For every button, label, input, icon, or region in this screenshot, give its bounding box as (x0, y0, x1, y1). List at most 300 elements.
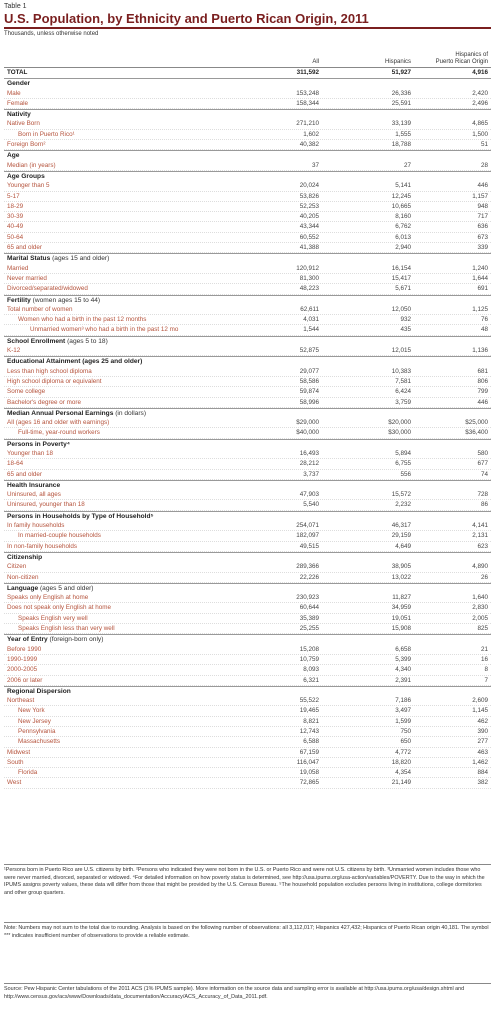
cell-hispanics: 556 (400, 470, 411, 478)
cell-puerto-rican: 1,157 (472, 192, 488, 200)
row-label-text: Year of Entry (7, 636, 48, 644)
row-label-text: Massachusetts (18, 738, 60, 746)
row-label (7, 676, 42, 686)
cell-hispanics: 18,820 (391, 758, 411, 766)
cell-hispanics: 3,497 (395, 707, 411, 715)
cell-all: 53,826 (299, 192, 319, 200)
cell-puerto-rican: 691 (477, 285, 488, 293)
cell-hispanics: 51,927 (391, 69, 411, 76)
cell-puerto-rican: 728 (477, 491, 488, 499)
cell-all: 20,024 (299, 182, 319, 190)
cell-puerto-rican: 717 (477, 213, 488, 221)
row-label (7, 192, 20, 202)
cell-all: 47,903 (299, 491, 319, 499)
row-label (7, 542, 77, 552)
row-label (7, 181, 50, 191)
row-label-text: Born in Puerto Rico¹ (18, 130, 75, 138)
row-label-text: Marital Status (7, 255, 51, 263)
table-row (4, 500, 491, 510)
table-row (4, 274, 491, 284)
cell-hispanics: 6,658 (395, 645, 411, 653)
cell-hispanics: 10,665 (391, 202, 411, 210)
cell-all: 40,382 (299, 141, 319, 149)
cell-puerto-rican: 806 (477, 377, 488, 385)
cell-hispanics: 2,391 (395, 676, 411, 684)
cell-hispanics: 2,232 (395, 501, 411, 509)
row-label (7, 449, 53, 459)
cell-puerto-rican: 26 (480, 573, 488, 581)
row-label (7, 418, 109, 428)
row-label-text: Midwest (7, 748, 31, 756)
row-label-text: Foreign Born² (7, 141, 46, 149)
table-row (4, 449, 491, 459)
row-label-text: Male (7, 89, 21, 97)
section-note: (foreign-born only) (49, 636, 104, 644)
cell-puerto-rican: 446 (477, 398, 488, 406)
row-label (7, 161, 56, 171)
cell-hispanics: 4,772 (395, 748, 411, 756)
cell-all: 58,996 (299, 398, 319, 406)
cell-hispanics: 15,908 (391, 625, 411, 633)
row-label (7, 243, 42, 253)
cell-puerto-rican: 21 (480, 645, 488, 653)
table-row (4, 377, 491, 387)
cell-puerto-rican: 677 (477, 460, 488, 468)
cell-all: 43,344 (299, 223, 319, 231)
row-label-text: Less than high school diploma (7, 367, 92, 375)
row-label-text: Does not speak only English at home (7, 604, 111, 612)
row-label-text: Speaks English less than very well (18, 625, 115, 633)
cell-all: 1,602 (303, 130, 319, 138)
table-row (4, 202, 491, 212)
cell-all: 19,465 (299, 707, 319, 715)
table-row (4, 758, 491, 768)
cell-all: 19,058 (299, 769, 319, 777)
cell-all: 48,223 (299, 285, 319, 293)
row-label-text: Educational Attainment (ages 25 and older) (7, 358, 143, 366)
cell-hispanics: 46,317 (391, 522, 411, 530)
cell-puerto-rican: 1,640 (472, 594, 488, 602)
table-row (4, 161, 491, 171)
cell-all: 29,077 (299, 367, 319, 375)
row-label-text: Age (7, 152, 20, 160)
row-label (7, 377, 102, 387)
table-row (4, 768, 491, 778)
row-label (7, 573, 39, 583)
cell-hispanics: 6,755 (395, 460, 411, 468)
cell-all: 35,389 (299, 614, 319, 622)
cell-puerto-rican: 1,125 (472, 305, 488, 313)
cell-hispanics: 750 (400, 728, 411, 735)
row-label-text: Female (7, 99, 28, 107)
table-row (4, 222, 491, 232)
row-label-text: In family households (7, 522, 65, 530)
cell-all: 37 (311, 161, 319, 169)
cell-all: 6,321 (303, 676, 319, 684)
cell-all: 6,588 (303, 738, 319, 746)
table-container (4, 2, 491, 789)
row-label (18, 624, 115, 634)
cell-puerto-rican: 580 (477, 449, 488, 457)
cell-puerto-rican: 1,500 (472, 130, 488, 138)
row-label-text: South (7, 758, 24, 766)
row-label (7, 387, 45, 397)
section-header (4, 336, 491, 346)
cell-hispanics: 12,245 (391, 192, 411, 200)
row-label (7, 274, 47, 284)
cell-all: 5,540 (303, 501, 319, 509)
row-label-text: New York (18, 707, 45, 715)
cell-puerto-rican: $36,400 (465, 429, 488, 437)
row-label-text: Speaks only English at home (7, 594, 89, 602)
row-label (7, 398, 81, 408)
row-label-text: 2006 or later (7, 676, 43, 684)
cell-hispanics: 12,015 (391, 347, 411, 355)
row-label-text: Unmarried women³ who had a birth in the past 12 mo (30, 326, 179, 334)
cell-all: 52,875 (299, 347, 319, 355)
col-header-puerto-rican (408, 52, 488, 66)
total-row (4, 68, 491, 78)
cell-puerto-rican: 636 (477, 223, 488, 231)
row-label-text: Some college (7, 388, 46, 396)
row-label-text: In married-couple households (18, 532, 101, 540)
row-label-text: Age Groups (7, 172, 45, 180)
cell-all: 182,097 (296, 532, 319, 540)
row-label-text: Language (7, 584, 39, 592)
cell-all: 12,743 (299, 728, 319, 735)
cell-hispanics: 27 (403, 161, 411, 169)
cell-puerto-rican: 2,496 (472, 99, 488, 107)
cell-all: 41,388 (299, 244, 319, 252)
cell-all: 25,255 (299, 625, 319, 633)
row-label-text: 18-64 (7, 460, 24, 468)
cell-hispanics: 6,424 (395, 388, 411, 396)
cell-hispanics: 1,555 (395, 130, 411, 138)
row-label-text: Divorced/separated/widowed (7, 285, 88, 293)
row-label (18, 130, 75, 140)
table-row (4, 192, 491, 202)
row-label-text: Pennsylvania (18, 728, 56, 735)
table-row (4, 346, 491, 356)
column-headers (4, 39, 491, 68)
table-row (4, 614, 491, 624)
cell-all: 254,071 (296, 522, 319, 530)
cell-all: 67,159 (299, 748, 319, 756)
cell-all: 28,212 (299, 460, 319, 468)
row-label-text: Full-time, year-round workers (18, 429, 100, 437)
col-header-pr-line1: Hispanics of (455, 52, 488, 58)
row-label-text: Persons in Households by Type of Household⁵ (7, 512, 154, 520)
section-header (4, 150, 491, 160)
row-label (7, 346, 20, 356)
row-label-text: 1990-1999 (7, 655, 38, 663)
cell-hispanics: 18,788 (391, 141, 411, 149)
row-label-text: New Jersey (18, 717, 51, 725)
table-row (4, 624, 491, 634)
cell-puerto-rican: 16 (480, 655, 488, 663)
cell-all: 62,611 (300, 305, 319, 313)
row-label (7, 696, 34, 706)
row-label-text: Regional Dispersion (7, 687, 71, 695)
row-label-text: 50-64 (7, 233, 24, 241)
table-row (4, 428, 491, 438)
cell-puerto-rican: 2,420 (472, 89, 488, 97)
row-label-text: Citizen (7, 563, 27, 571)
table-row (4, 717, 491, 727)
row-label-text: Younger than 18 (7, 449, 53, 457)
cell-hispanics: 6,762 (395, 223, 411, 231)
table-row (4, 696, 491, 706)
table-row (4, 645, 491, 655)
cell-all: 55,522 (299, 697, 319, 705)
cell-puerto-rican: 2,830 (472, 604, 488, 612)
cell-puerto-rican: 1,136 (472, 347, 488, 355)
cell-all: 49,515 (299, 542, 319, 550)
cell-puerto-rican: 1,462 (472, 758, 488, 766)
cell-puerto-rican: 48 (480, 326, 488, 334)
cell-puerto-rican: 76 (480, 316, 488, 324)
table-row (4, 398, 491, 408)
cell-all: 8,093 (303, 666, 319, 674)
cell-hispanics: 15,417 (391, 274, 411, 282)
cell-puerto-rican: 681 (477, 367, 488, 375)
cell-hispanics: 4,354 (395, 769, 411, 777)
section-header (4, 686, 491, 696)
table-row (4, 737, 491, 747)
row-label (7, 459, 23, 469)
table-row (4, 706, 491, 716)
table-row (4, 181, 491, 191)
table-row (4, 233, 491, 243)
cell-all: 40,205 (299, 213, 319, 221)
cell-all: 3,737 (303, 470, 319, 478)
row-label-text: High school diploma or equivalent (7, 377, 102, 385)
row-label-text: 30-39 (7, 213, 24, 221)
cell-puerto-rican: 1,644 (472, 274, 488, 282)
row-label (7, 500, 85, 510)
row-label (7, 490, 61, 500)
cell-hispanics: 34,959 (391, 604, 411, 612)
row-label-text: Florida (18, 769, 38, 777)
row-label (7, 470, 42, 480)
cell-all: 15,208 (299, 645, 319, 653)
row-label-text: All (ages 16 and older with earnings) (7, 419, 110, 427)
row-label-text: 18-29 (7, 202, 24, 210)
section-note: (in dollars) (115, 409, 147, 417)
cell-all: 4,031 (303, 316, 319, 324)
row-label-text: West (7, 779, 22, 787)
cell-all: 22,226 (299, 573, 319, 581)
cell-all: 289,366 (296, 563, 319, 571)
table-number: Table 1 (4, 3, 27, 10)
section-header (4, 171, 491, 181)
cell-hispanics: 4,649 (395, 542, 411, 550)
table-row (4, 418, 491, 428)
row-label-text: Median Annual Personal Earnings (7, 409, 114, 417)
table-row (4, 490, 491, 500)
row-label (7, 264, 28, 274)
row-label-text: TOTAL (7, 69, 28, 76)
cell-puerto-rican: 4,865 (472, 120, 488, 128)
section-header (4, 78, 491, 88)
cell-hispanics: 4,340 (395, 666, 411, 674)
section-note: (women ages 15 to 44) (32, 296, 101, 304)
row-label-text: 5-17 (7, 192, 20, 200)
cell-hispanics: 1,599 (395, 717, 411, 725)
row-label (7, 202, 23, 212)
cell-puerto-rican: 2,005 (472, 614, 488, 622)
row-label (7, 140, 46, 150)
table-row (4, 284, 491, 294)
row-label-text: Speaks English very well (18, 614, 88, 622)
cell-hispanics: 5,671 (395, 285, 411, 293)
cell-all: 1,544 (303, 326, 319, 334)
section-header (4, 408, 491, 418)
table-row (4, 315, 491, 325)
cell-all: 60,552 (299, 233, 319, 241)
cell-puerto-rican: 339 (477, 244, 488, 252)
row-label-text: 40-49 (7, 223, 24, 231)
row-label-text: Uninsured, all ages (7, 491, 61, 499)
row-label-text: Married (7, 264, 29, 272)
cell-all: 271,210 (296, 120, 319, 128)
cell-puerto-rican: 86 (480, 501, 488, 509)
cell-hispanics: 7,581 (395, 377, 411, 385)
cell-all: 58,586 (299, 377, 319, 385)
cell-puerto-rican: 8 (484, 666, 488, 674)
cell-puerto-rican: 462 (477, 717, 488, 725)
cell-puerto-rican: 1,240 (472, 264, 488, 272)
table-row (4, 562, 491, 572)
row-label (18, 717, 51, 727)
row-label-text: 2000-2005 (7, 666, 38, 674)
cell-hispanics: 6,013 (395, 233, 411, 241)
section-header (4, 480, 491, 490)
cell-all: 16,493 (299, 449, 319, 457)
cell-all: $40,000 (296, 429, 319, 437)
cell-puerto-rican: $25,000 (465, 419, 488, 427)
row-label-text: Uninsured, younger than 18 (7, 501, 85, 509)
cell-all: 52,253 (299, 202, 319, 210)
cell-hispanics: 38,905 (391, 563, 411, 571)
table-row (4, 264, 491, 274)
cell-puerto-rican: 74 (480, 470, 488, 478)
table-row (4, 99, 491, 109)
cell-puerto-rican: 4,890 (472, 563, 488, 571)
cell-puerto-rican: 623 (477, 542, 488, 550)
table-row (4, 655, 491, 665)
cell-all: 116,047 (296, 758, 319, 766)
table-row (4, 212, 491, 222)
table-row (4, 727, 491, 737)
table-row (4, 459, 491, 469)
row-label (18, 315, 146, 325)
cell-hispanics: 15,572 (391, 491, 411, 499)
table-row (4, 531, 491, 541)
row-label-text: 65 and older (7, 244, 43, 252)
cell-hispanics: 25,591 (391, 99, 411, 107)
title-divider (4, 27, 491, 29)
row-label (7, 758, 23, 768)
cell-puerto-rican: 884 (477, 769, 488, 777)
cell-all: 10,759 (299, 655, 319, 663)
row-label-text: Bachelor's degree or more (7, 398, 82, 406)
row-label (18, 727, 55, 737)
page-title: U.S. Population, by Ethnicity and Puerto Rican Origin, 2011 (4, 11, 369, 26)
row-label (18, 768, 37, 778)
cell-all: 59,874 (299, 388, 319, 396)
table-row (4, 130, 491, 140)
section-header (4, 295, 491, 305)
section-note: (ages 5 to 18) (67, 337, 108, 345)
cell-all: 230,923 (296, 594, 319, 602)
cell-hispanics: 29,159 (391, 532, 411, 540)
col-header-all: All (312, 59, 319, 65)
table-row (4, 470, 491, 480)
cell-all: 60,644 (299, 604, 319, 612)
cell-hispanics: 33,139 (391, 120, 411, 128)
row-label-text: Before 1990 (7, 645, 42, 653)
row-label-text: Native Born (7, 120, 40, 128)
cell-all: 120,912 (296, 264, 319, 272)
footnote-note: Note: Numbers may not sum to the total due to rounding. Analysis is based on the following number of observations: all 3,112,017; Hispanics 427,432; Hispanics of Puerto Rican origin 40,181. The symbol *** indicates insufficient number of observations to provide a reliable estimate. (4, 922, 491, 940)
table-body (4, 68, 491, 789)
footnote-source: Source: Pew Hispanic Center tabulations of the 2011 ACS (1% IPUMS sample). More information on the source data and sampling error is available at http://usa.ipums.org/usa/design.shtml and http://www.census.gov/acs/www/Downloads/data_documentation/Accuracy/ACS_Accuracy_of_Data_2011.pdf. (4, 983, 491, 1001)
table-row (4, 778, 491, 788)
row-label (7, 562, 26, 572)
cell-puerto-rican: 277 (477, 738, 488, 746)
row-label (7, 748, 30, 758)
cell-hispanics: 21,149 (391, 779, 411, 787)
row-label-text: Northeast (7, 697, 35, 705)
col-header-pr-line2: Puerto Rican Origin (435, 59, 488, 65)
row-label-text: School Enrollment (7, 337, 66, 345)
units-note: Thousands, unless otherwise noted (4, 31, 99, 37)
cell-hispanics: 16,154 (391, 264, 411, 272)
cell-puerto-rican: 4,916 (472, 69, 488, 76)
row-label (7, 367, 92, 377)
cell-all: 153,248 (296, 89, 319, 97)
table-row (4, 140, 491, 150)
row-label-text: Persons in Poverty⁴ (7, 440, 70, 448)
cell-puerto-rican: 673 (477, 233, 488, 241)
cell-puerto-rican: 463 (477, 748, 488, 756)
row-label (7, 89, 21, 99)
section-header (4, 634, 491, 644)
row-label (7, 305, 72, 315)
cell-hispanics: 5,399 (395, 655, 411, 663)
table-row (4, 325, 491, 335)
row-label-text: In non-family households (7, 542, 78, 550)
row-label (18, 614, 88, 624)
row-label (7, 593, 88, 603)
row-label (7, 284, 88, 294)
cell-hispanics: $30,000 (388, 429, 411, 437)
cell-puerto-rican: 382 (477, 779, 488, 787)
cell-hispanics: 5,141 (395, 182, 411, 190)
table-row (4, 119, 491, 129)
cell-hispanics: 11,827 (392, 594, 411, 602)
row-label (7, 665, 37, 675)
cell-puerto-rican: 7 (484, 676, 488, 684)
row-label (30, 325, 178, 335)
cell-puerto-rican: 2,609 (472, 697, 488, 705)
cell-puerto-rican: 1,145 (472, 707, 488, 715)
cell-hispanics: 7,186 (395, 697, 411, 705)
table-row (4, 89, 491, 99)
table-row (4, 593, 491, 603)
cell-all: $29,000 (296, 419, 319, 427)
